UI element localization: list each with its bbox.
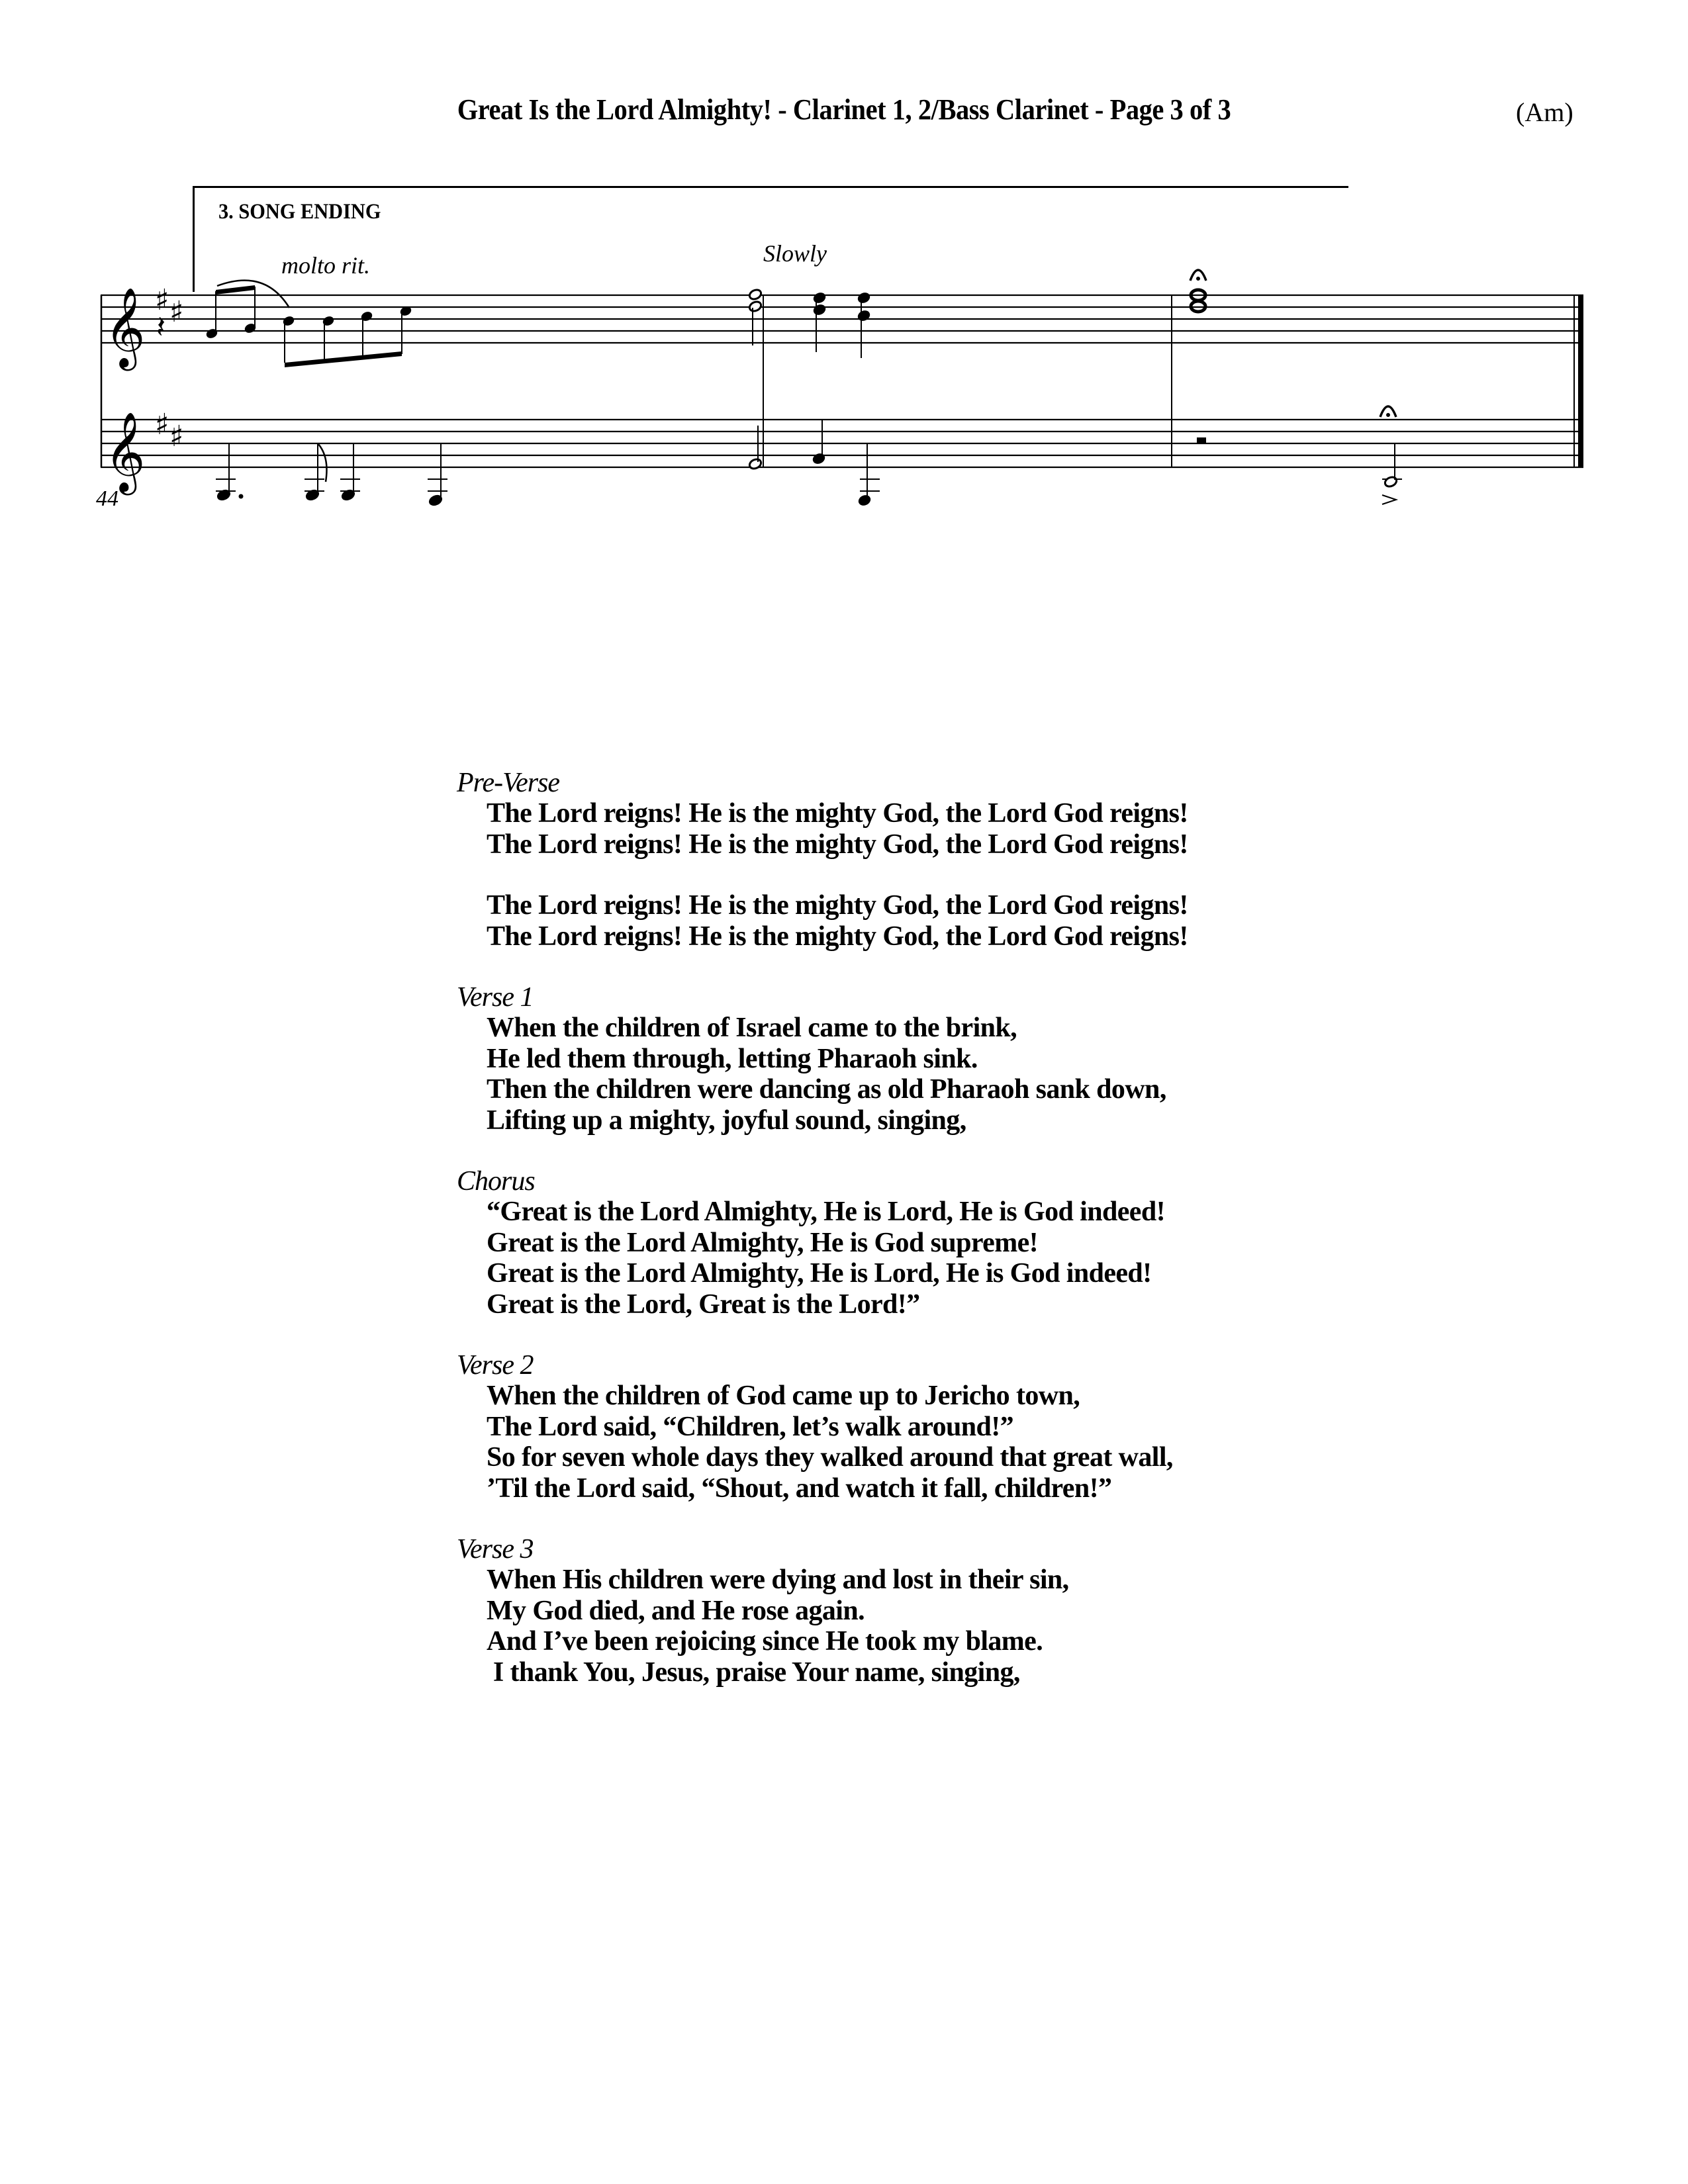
- section-heading: Verse 1: [457, 982, 534, 1013]
- measure-2-top: [748, 288, 871, 358]
- lyric-line: The Lord reigns! He is the mighty God, the Lord God reigns!: [487, 829, 1188, 860]
- lyric-line: My God died, and He rose again.: [487, 1595, 865, 1626]
- lyric-section-verse-2: [457, 1350, 1188, 1504]
- treble-clef-icon: 𝄞: [105, 411, 146, 492]
- lyric-line: So for seven whole days they walked around that great wall,: [487, 1442, 1173, 1473]
- page-title: Great Is the Lord Almighty! - Clarinet 1, 2/Bass Clarinet - Page 3 of 3: [457, 93, 1231, 126]
- accent-icon: [1382, 495, 1396, 504]
- measure-3-top: [1190, 270, 1206, 312]
- svg-text:♯: ♯: [169, 295, 184, 329]
- section-heading: Verse 3: [457, 1534, 534, 1565]
- lyric-line: The Lord reigns! He is the mighty God, the Lord God reigns!: [487, 798, 1188, 829]
- lyric-line: ’Til the Lord said, “Shout, and watch it fall, children!”: [487, 1473, 1112, 1504]
- lyric-line: When His children were dying and lost in their sin,: [487, 1565, 1069, 1595]
- key-label: (Am): [1516, 97, 1573, 127]
- treble-clef-icon: 𝄞: [105, 287, 146, 367]
- lyric-line: When the children of Israel came to the brink,: [487, 1013, 1017, 1043]
- measure-1-bottom: [216, 443, 447, 508]
- lyric-line: Then the children were dancing as old Pharaoh sank down,: [487, 1074, 1166, 1105]
- section-heading: Pre-Verse: [457, 768, 560, 798]
- tempo-slowly: Slowly: [763, 240, 827, 267]
- lyric-section-verse-3: [457, 1534, 1188, 1688]
- top-staff: [101, 295, 1583, 343]
- lyric-section-pre-verse: [457, 768, 1188, 952]
- measure-1-top: [156, 281, 412, 367]
- bottom-staff: [101, 420, 1583, 467]
- section-label: 3. SONG ENDING: [218, 200, 381, 224]
- lyric-line: Great is the Lord Almighty, He is Lord, He is God indeed!: [487, 1258, 1152, 1289]
- lyric-line: I thank You, Jesus, praise Your name, singing,: [487, 1657, 1020, 1688]
- section-heading: Chorus: [457, 1166, 535, 1197]
- measure-number: 44: [96, 486, 118, 511]
- measure-2-bottom: [748, 420, 880, 507]
- lyric-line: He led them through, letting Pharaoh sink.: [487, 1043, 978, 1074]
- tempo-molto-rit: molto rit.: [281, 252, 371, 279]
- lyric-line: The Lord reigns! He is the mighty God, the Lord God reigns!: [487, 921, 1188, 952]
- section-heading: Verse 2: [457, 1350, 534, 1381]
- lyric-section-chorus: [457, 1166, 1188, 1320]
- half-rest-icon: [1197, 437, 1206, 443]
- svg-text:♯: ♯: [169, 420, 184, 453]
- lyric-line: The Lord reigns! He is the mighty God, the Lord God reigns!: [487, 890, 1188, 921]
- lyric-line: “Great is the Lord Almighty, He is Lord, He is God indeed!: [487, 1197, 1165, 1227]
- svg-text:♯: ♯: [155, 408, 169, 441]
- svg-text:♯: ♯: [155, 283, 169, 317]
- lyric-line: Lifting up a mighty, joyful sound, singing,: [487, 1105, 966, 1136]
- music-score: [0, 0, 1688, 543]
- lyric-line: Great is the Lord Almighty, He is God supreme!: [487, 1227, 1039, 1258]
- lyric-section-verse-1: [457, 982, 1188, 1136]
- svg-text:𝄽: 𝄽: [156, 309, 166, 345]
- lyric-line: The Lord said, “Children, let’s walk around!”: [487, 1411, 1014, 1442]
- lyric-line: When the children of God came up to Jericho town,: [487, 1381, 1080, 1411]
- lyric-line: Great is the Lord, Great is the Lord!”: [487, 1289, 920, 1320]
- lyrics-block: [457, 768, 1188, 1718]
- lyric-line: And I’ve been rejoicing since He took my blame.: [487, 1626, 1043, 1657]
